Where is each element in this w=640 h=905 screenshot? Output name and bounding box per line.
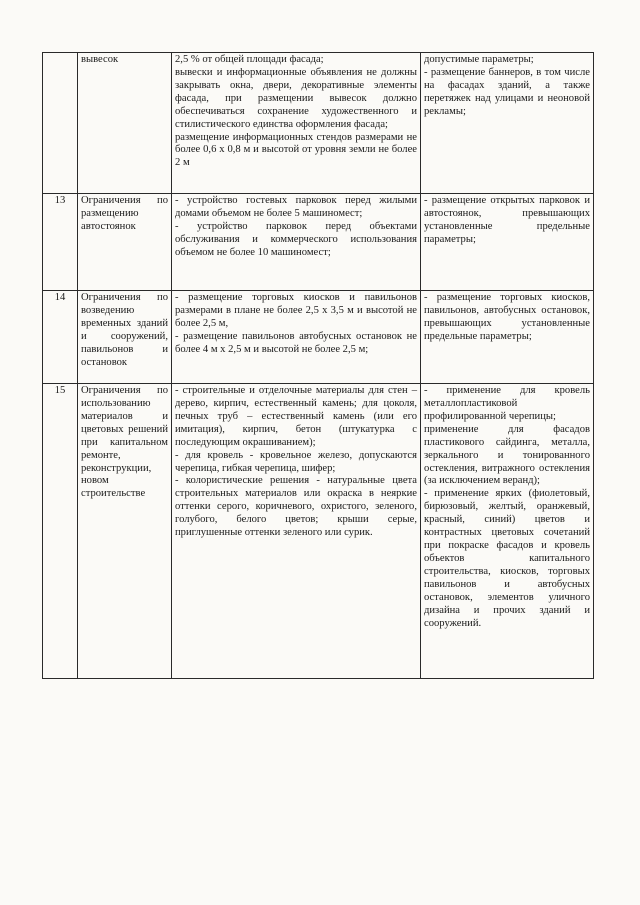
row-number: 14 — [43, 291, 78, 384]
table-row — [43, 384, 594, 679]
allowed-parameters: - строительные и отделочные материалы для стен – дерево, кирпич, естественный камень; для цоколя, печных труб – естественный камень (или его имитация), кирпич, бетон (штукатурка с последующим окрашиванием); - для кровель - кровельное железо, допускаются черепица, гибкая черепица, шифер; - колористические решения - натуральные цвета строительных материалов или окраска в неяркие оттенки серого, коричневого, охристого, зеленого, голубого, белого цветов; крыши серые, приглушенные оттенки зеленого или сурик. — [172, 384, 421, 679]
prohibited-parameters: - размещение торговых киосков, павильонов, автобусных остановок, превышающих установленные предельные параметры; — [421, 291, 594, 384]
row-number: 15 — [43, 384, 78, 679]
regulations-table — [42, 52, 594, 679]
allowed-parameters: 2,5 % от общей площади фасада; вывески и информационные объявления не должны закрывать окна, двери, декоративные элементы фасада, при размещении вывесок должно обеспечиваться сохранение художественного и стилистического единства оформления фасада; размещение информационных стендов размерами не более 0,6 х 0,8 м и высотой от уровня земли не более 2 м — [172, 53, 421, 194]
table-row — [43, 194, 594, 291]
prohibited-parameters: - применение для кровель металлопластиковой профилированной черепицы; применение для фасадов пластикового сайдинга, металла, зеркального и тонированного остекления, витражного остекления (за исключением веранд); - применение ярких (фиолетовый, бирюзовый, желтый, оранжевый, красный, синий) цветов и контрастных цветовых сочетаний при покраске фасадов и кровель объектов капитального строительства, киосков, торговых павильонов и автобусных остановок, элементов уличного дизайна и прочих зданий и сооружений. — [421, 384, 594, 679]
table-row — [43, 53, 594, 194]
table-row — [43, 291, 594, 384]
restriction-name: Ограничения по размещению автостоянок — [78, 194, 172, 291]
prohibited-parameters: допустимые параметры; - размещение баннеров, в том числе на фасадах зданий, а также перетяжек над улицами и неоновой рекламы; — [421, 53, 594, 194]
row-number: 13 — [43, 194, 78, 291]
prohibited-parameters: - размещение открытых парковок и автостоянок, превышающих установленные предельные параметры; — [421, 194, 594, 291]
restriction-name: Ограничения по использованию материалов и цветовых решений при капитальном ремонте, реконструкции, новом строительстве — [78, 384, 172, 679]
allowed-parameters: - размещение торговых киосков и павильонов размерами в плане не более 2,5 х 3,5 м и высотой не более 2,5 м, - размещение павильонов автобусных остановок не более 4 м х 2,5 м и высотой не более 2,5 м; — [172, 291, 421, 384]
allowed-parameters: - устройство гостевых парковок перед жилыми домами объемом не более 5 машиномест; - устройство парковок перед объектами обслуживания и коммерческого использования объемом не более 10 машиномест; — [172, 194, 421, 291]
restriction-name: вывесок — [78, 53, 172, 194]
restriction-name: Ограничения по возведению временных зданий и сооружений, павильонов и остановок — [78, 291, 172, 384]
row-number — [43, 53, 78, 194]
